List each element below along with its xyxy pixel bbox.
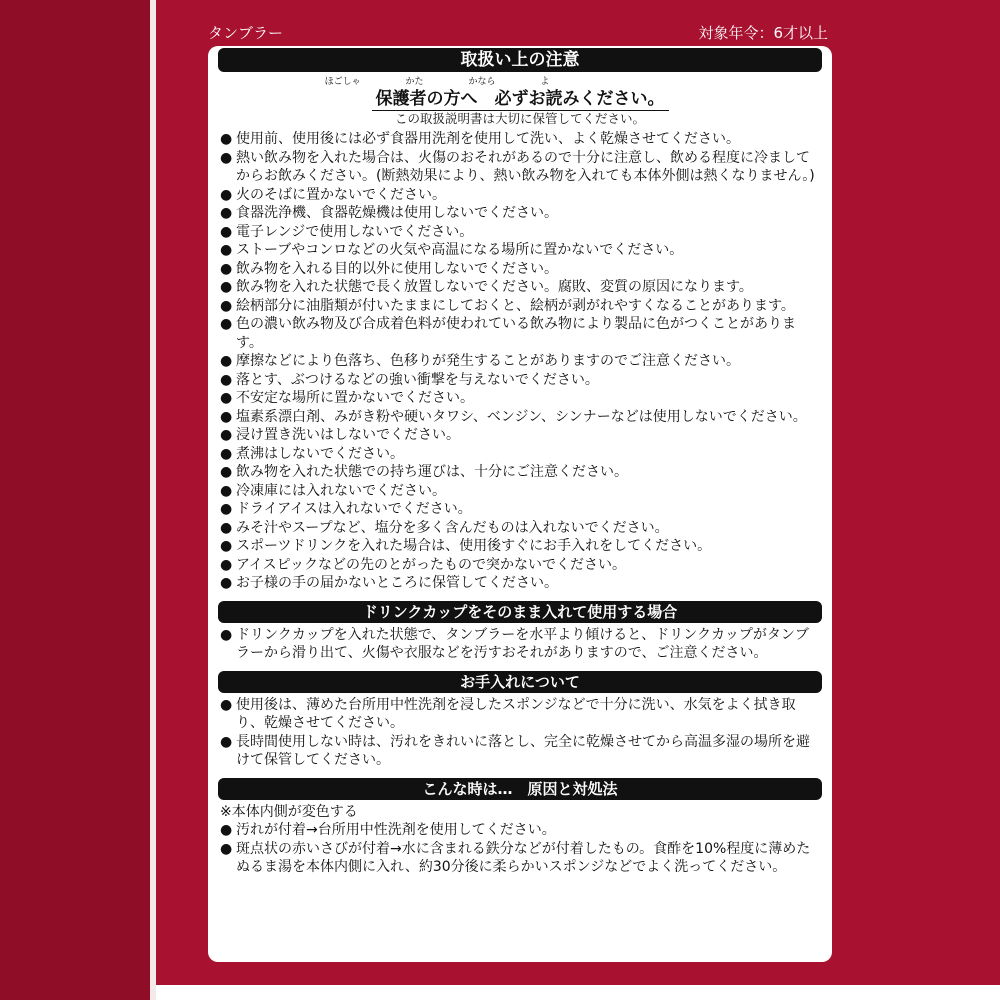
list-item	[218, 821, 822, 840]
bullet-icon: ●	[220, 371, 233, 388]
list-item	[218, 241, 822, 260]
list-item	[218, 733, 822, 770]
list-item-text: 電子レンジで使用しないでください。	[236, 223, 474, 240]
list-item-text: 食器洗浄機、食器乾燥機は使用しないでください。	[236, 205, 558, 221]
drink-cup-list	[218, 626, 822, 663]
bullet-icon: ●	[220, 223, 233, 240]
list-item	[218, 445, 822, 464]
list-item-text: 絵柄部分に油脂類が付いたままにしておくと、絵柄が剥がれやすくなることがあります。	[236, 297, 795, 314]
section-title-care: お手入れについて	[218, 671, 822, 693]
list-item-text: 色の濃い飲み物及び合成着色料が使われている飲み物により製品に色がつくことがあります。	[236, 316, 796, 351]
list-item	[218, 315, 822, 352]
list-item-text: お子様の手の届かないところに保管してください。	[236, 575, 558, 591]
bullet-icon: ●	[220, 279, 233, 295]
list-item-text: ドリンクカップを入れた状態で、タンブラーを水平より傾けると、ドリンクカップがタンブラーから滑り出て、火傷や衣服などを汚すおそれがありますので、ご注意ください。	[236, 626, 809, 661]
care-list	[218, 696, 822, 770]
guardian-notice-text: 保護者の方へ 必ずお読みください。	[372, 89, 669, 111]
list-item	[218, 223, 822, 242]
list-item-text: 長時間使用しない時は、汚れをきれいに落とし、完全に乾燥させてから高温多湿の場所を避けて保管してください。	[236, 733, 810, 768]
list-item-text: 不安定な場所に置かないでください。	[236, 390, 474, 406]
list-item	[218, 840, 822, 877]
troubleshooting-list	[218, 821, 822, 877]
bullet-icon: ●	[220, 575, 233, 591]
section-title-drink-cup: ドリンクカップをそのまま入れて使用する場合	[218, 601, 822, 623]
bullet-icon: ●	[220, 445, 233, 462]
bullet-icon: ●	[220, 840, 233, 857]
list-item	[218, 482, 822, 501]
box-edge	[150, 0, 156, 1000]
bullet-icon: ●	[220, 696, 233, 713]
list-item-text: 煮沸はしないでください。	[236, 445, 404, 462]
list-item-text: 飲み物を入れる目的以外に使用しないでください。	[236, 260, 558, 277]
bullet-icon: ●	[220, 205, 233, 221]
list-item	[218, 696, 822, 733]
list-item-text: 飲み物を入れた状態で長く放置しないでください。腐敗、変質の原因になります。	[236, 279, 753, 295]
furigana: かた	[405, 77, 424, 87]
list-item	[218, 537, 822, 556]
bullet-icon: ●	[220, 626, 233, 643]
list-item-text: 汚れが付着→台所用中性洗剤を使用してください。	[236, 822, 556, 838]
bullet-icon: ●	[220, 149, 233, 166]
list-item	[218, 204, 822, 223]
instruction-panel	[208, 46, 832, 962]
bullet-icon: ●	[220, 482, 233, 499]
list-item-text: アイスピックなどの先のとがったもので突かないでください。	[236, 556, 627, 573]
list-item	[218, 408, 822, 427]
list-item-text: 火のそばに置かないでください。	[236, 186, 446, 203]
list-item-text: ドライアイスは入れないでください。	[236, 501, 472, 517]
list-item	[218, 297, 822, 316]
bullet-icon: ●	[220, 519, 233, 536]
list-item	[218, 426, 822, 445]
furigana-line	[218, 76, 822, 88]
list-item	[218, 130, 822, 149]
bullet-icon: ●	[220, 131, 233, 147]
list-item	[218, 626, 822, 663]
bullet-icon: ●	[220, 556, 233, 573]
bullet-icon: ●	[220, 260, 233, 277]
bullet-icon: ●	[220, 501, 233, 517]
list-item-text: 塩素系漂白剤、みがき粉や硬いタワシ、ベンジン、シンナーなどは使用しないでください。	[236, 408, 807, 425]
list-item-text: スポーツドリンクを入れた場合は、使用後すぐにお手入れをしてください。	[236, 538, 712, 554]
bullet-icon: ●	[220, 464, 233, 480]
list-item-text: 冷凍庫には入れないでください。	[236, 482, 446, 499]
list-item	[218, 519, 822, 538]
keep-instructions-note: この取扱説明書は大切に保管してください。	[394, 111, 645, 126]
section-title-troubleshooting: こんな時は… 原因と対処法	[218, 778, 822, 800]
list-item	[218, 463, 822, 482]
list-item-text: 飲み物を入れた状態での持ち運びは、十分にご注意ください。	[236, 464, 628, 480]
furigana: かなら	[468, 77, 496, 87]
precautions-list	[218, 130, 822, 593]
list-item-text: 熱い飲み物を入れた場合は、火傷のおそれがあるので十分に注意し、飲める程度に冷ましてからお飲みください。(断熱効果により、熱い飲み物を入れても本体外側は熱くなりません。)	[236, 149, 815, 184]
list-item-text: みそ汁やスープなど、塩分を多く含んだものは入れないでください。	[236, 519, 669, 536]
list-item	[218, 556, 822, 575]
bullet-icon: ●	[220, 408, 233, 425]
bullet-icon: ●	[220, 242, 233, 258]
list-item	[218, 574, 822, 593]
box-side-panel	[0, 0, 150, 1000]
bullet-icon: ●	[220, 297, 233, 314]
main-title: 取扱い上の注意	[218, 48, 822, 72]
product-name: タンブラー	[208, 24, 284, 42]
bullet-icon: ●	[220, 427, 233, 443]
list-item	[218, 352, 822, 371]
bullet-icon: ●	[220, 733, 233, 750]
header	[208, 16, 828, 46]
list-item	[218, 260, 822, 279]
bullet-icon: ●	[220, 186, 233, 203]
guardian-notice	[218, 88, 822, 110]
list-item	[218, 149, 822, 186]
bullet-icon: ●	[220, 538, 233, 554]
bullet-icon: ●	[220, 822, 233, 838]
bullet-icon: ●	[220, 390, 233, 406]
furigana: よ	[540, 77, 550, 87]
list-item-text: 摩擦などにより色落ち、色移りが発生することがありますのでご注意ください。	[236, 353, 740, 369]
list-item	[218, 389, 822, 408]
bullet-icon: ●	[220, 353, 233, 369]
list-item-text: 使用後は、薄めた台所用中性洗剤を浸したスポンジなどで十分に洗い、水気をよく拭き取り、乾燥させてください。	[236, 696, 796, 731]
list-item-text: 斑点状の赤いさびが付着→水に含まれる鉄分などが付着したもの。食酢を10%程度に薄めたぬるま湯を本体内側に入れ、約30分後に柔らかいスポンジなどでよく洗ってください。	[236, 840, 811, 875]
list-item	[218, 500, 822, 519]
list-item-text: ストーブやコンロなどの火気や高温になる場所に置かないでください。	[236, 242, 684, 258]
list-item-text: 落とす、ぶつけるなどの強い衝撃を与えないでください。	[236, 371, 599, 388]
list-item-text: 使用前、使用後には必ず食器用洗剤を使用して洗い、よく乾燥させてください。	[236, 131, 740, 147]
age-target: 対象年令：6才以上	[698, 24, 828, 42]
furigana: ほごしゃ	[324, 77, 361, 87]
list-item-text: 浸け置き洗いはしないでください。	[236, 427, 460, 443]
bullet-icon: ●	[220, 316, 233, 332]
list-item	[218, 186, 822, 205]
list-item	[218, 278, 822, 297]
list-item	[218, 371, 822, 390]
box-bottom-edge	[156, 985, 1000, 1000]
discoloration-note: ※本体内側が変色する	[220, 803, 358, 820]
